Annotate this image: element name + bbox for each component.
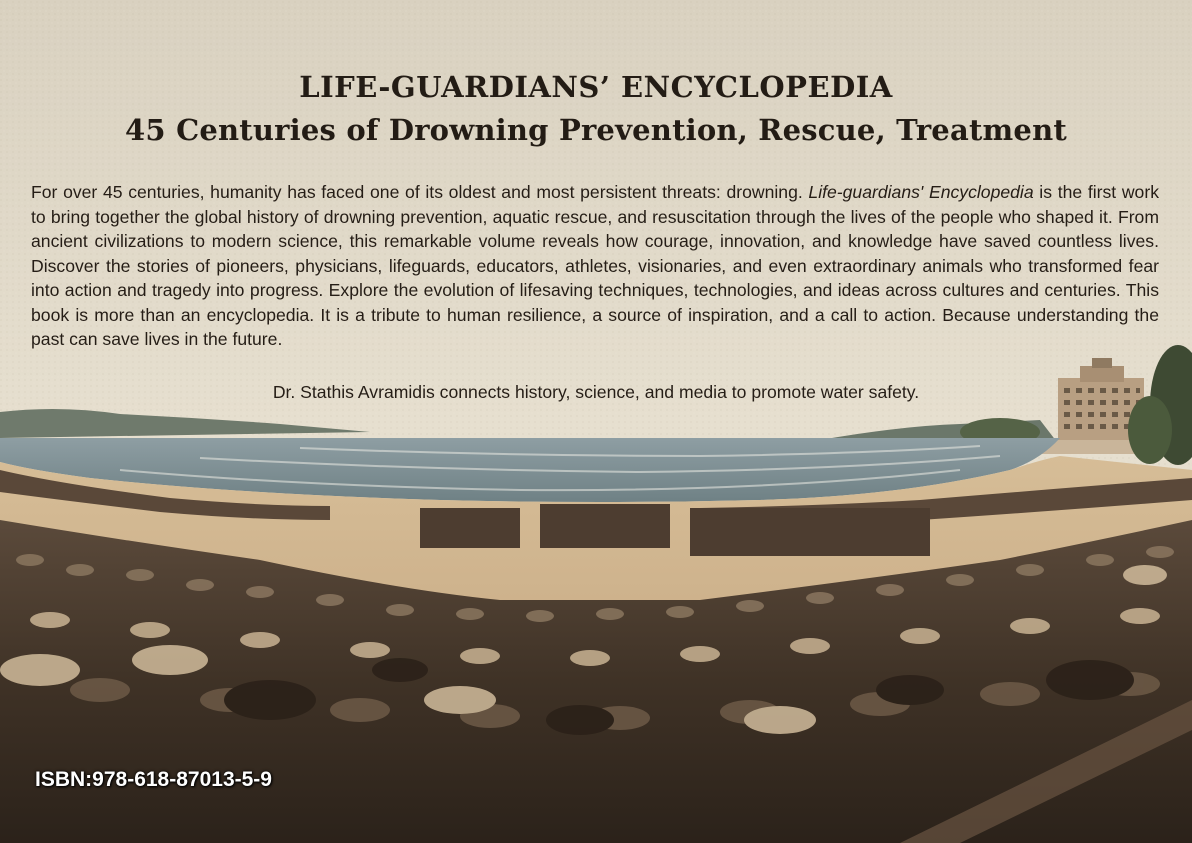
author-line: Dr. Stathis Avramidis connects history, science, and media to promote water safety.	[272, 382, 920, 402]
book-description	[31, 180, 1159, 352]
description-book-title: Life-guardians' Encyclopedia	[808, 182, 1034, 202]
description-part2: is the first work to bring together the global history of drowning prevention, aquatic rescue, and resuscitation through the lives of the people who shaped it. From ancient civilizations to modern science, this remarkable volume reveals how courage, innovation, and knowledge have saved countless lives. Discover the stories of pioneers, physicians, lifeguards, educators, athletes, visionaries, and even extraordinary animals who transformed fear into action and tragedy into progress. Explore the evolution of lifesaving techniques, technologies, and ideas across cultures and centuries. This book is more than an encyclopedia. It is a tribute to human resilience, a source of inspiration, and a call to action. Because understanding the past can save lives in the future.	[31, 182, 1159, 349]
book-subtitle: 45 Centuries of Drowning Prevention, Rescue, Treatment	[125, 113, 1067, 147]
isbn-label: ISBN:978-618-87013-5-9	[35, 768, 272, 791]
description-part1: For over 45 centuries, humanity has faced one of its oldest and most persistent threats: drowning.	[31, 182, 809, 202]
title-block	[0, 66, 1192, 152]
book-title: LIFE-GUARDIANS’ ENCYCLOPEDIA	[299, 70, 893, 104]
